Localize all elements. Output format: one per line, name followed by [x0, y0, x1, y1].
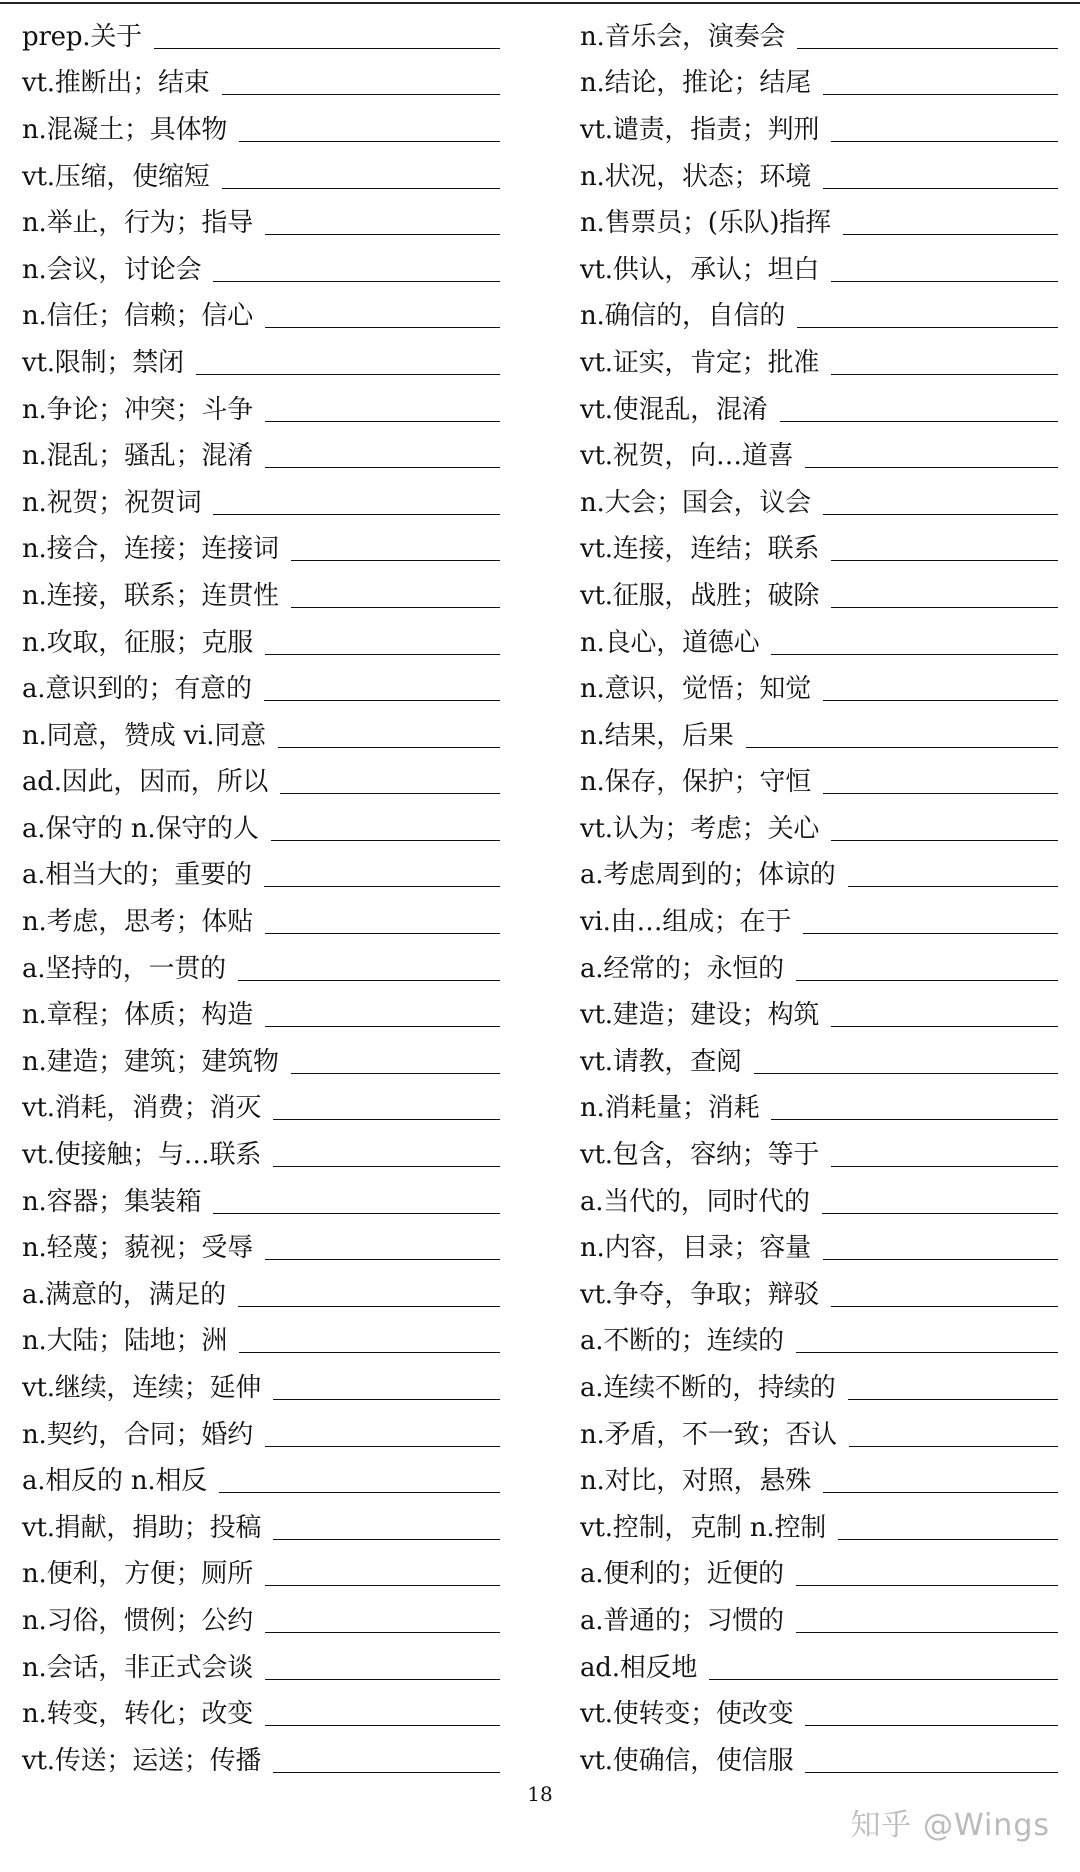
definition-text: n.举止，行为；指导 — [22, 208, 254, 239]
definition-text: n.信任；信赖；信心 — [22, 301, 254, 332]
answer-blank-line — [273, 1511, 500, 1540]
answer-blank-line — [754, 1045, 1058, 1074]
answer-blank-line — [848, 1371, 1058, 1400]
vocabulary-sheet — [22, 10, 1058, 1781]
vocab-entry-right — [580, 569, 1058, 616]
answer-blank-line — [831, 998, 1058, 1027]
vocab-entry-left — [22, 1734, 500, 1781]
vocab-entry-right — [580, 709, 1058, 756]
definition-text: vt.祝贺，向…道喜 — [580, 441, 794, 472]
vocab-entry-right — [580, 523, 1058, 570]
definition-text: n.结果，后果 — [580, 720, 734, 751]
vocab-entry-right — [580, 1594, 1058, 1641]
answer-blank-line — [219, 1464, 500, 1493]
answer-blank-line — [823, 160, 1058, 189]
definition-text: vt.使转变；使改变 — [580, 1699, 794, 1730]
vocab-entry-right — [580, 1501, 1058, 1548]
vocab-entry-right — [580, 1221, 1058, 1268]
vocab-entry-right — [580, 476, 1058, 523]
definition-text: vt.请教，查阅 — [580, 1046, 742, 1077]
answer-blank-line — [796, 1324, 1058, 1353]
vocab-entry-left — [22, 569, 500, 616]
answer-blank-line — [831, 253, 1058, 282]
definition-text: n.章程；体质；构造 — [22, 1000, 254, 1031]
vocab-entry-right — [580, 57, 1058, 104]
answer-blank-line — [848, 858, 1058, 887]
definition-text: n.会议，讨论会 — [22, 254, 202, 285]
answer-blank-line — [797, 299, 1058, 328]
vocab-entry-right — [580, 616, 1058, 663]
answer-blank-line — [796, 952, 1058, 981]
vocab-entry-left — [22, 895, 500, 942]
answer-blank-line — [823, 672, 1058, 701]
definition-text: vt.征服，战胜；破除 — [580, 580, 820, 611]
answer-blank-line — [831, 1138, 1058, 1167]
definition-text: vt.证实，肯定；批准 — [580, 347, 820, 378]
answer-blank-line — [823, 1231, 1058, 1260]
definition-text: n.建造；建筑；建筑物 — [22, 1046, 279, 1077]
vocab-entry-right — [580, 662, 1058, 709]
definition-text: n.矛盾，不一致；否认 — [580, 1419, 837, 1450]
vocab-entry-left — [22, 103, 500, 150]
definition-text: n.对比，对照，悬殊 — [580, 1466, 812, 1497]
vocab-entry-right — [580, 1175, 1058, 1222]
vocab-entry-right — [580, 1082, 1058, 1129]
answer-blank-line — [831, 113, 1058, 142]
vocab-entry-right — [580, 1361, 1058, 1408]
answer-blank-line — [264, 858, 500, 887]
answer-blank-line — [265, 1651, 500, 1680]
definition-text: prep.关于 — [22, 21, 142, 52]
vocab-entry-right — [580, 103, 1058, 150]
answer-blank-line — [280, 765, 500, 794]
definition-text: n.保存，保护；守恒 — [580, 767, 812, 798]
vocab-entry-right — [580, 429, 1058, 476]
answer-blank-line — [822, 1185, 1058, 1214]
definition-text: n.攻取，征服；克服 — [22, 627, 254, 658]
vocab-entry-right — [580, 1128, 1058, 1175]
answer-blank-line — [238, 952, 500, 981]
definition-text: n.混乱；骚乱；混淆 — [22, 441, 254, 472]
vocab-entry-left — [22, 1175, 500, 1222]
watermark: 知乎 @Wings — [850, 1808, 1050, 1843]
definition-text: n.结论，推论；结尾 — [580, 68, 812, 99]
definition-text: a.相反的 n.相反 — [22, 1466, 208, 1497]
vocab-entry-left — [22, 1361, 500, 1408]
vocab-entry-left — [22, 1501, 500, 1548]
definition-text: a.不断的；连续的 — [580, 1326, 784, 1357]
vocab-entry-left — [22, 1315, 500, 1362]
definition-text: n.大会；国会，议会 — [580, 487, 812, 518]
vocab-entry-right — [580, 942, 1058, 989]
definition-text: vt.认为；考虑；关心 — [580, 813, 820, 844]
answer-blank-line — [823, 486, 1058, 515]
definition-text: n.混凝土；具体物 — [22, 114, 228, 145]
answer-blank-line — [265, 998, 500, 1027]
vocab-entry-left — [22, 57, 500, 104]
vocab-entry-right — [580, 1268, 1058, 1315]
vocab-entry-left — [22, 616, 500, 663]
answer-blank-line — [273, 1138, 500, 1167]
answer-blank-line — [831, 346, 1058, 375]
vocab-entry-left — [22, 290, 500, 337]
answer-blank-line — [796, 1557, 1058, 1586]
answer-blank-line — [291, 532, 500, 561]
definition-text: vt.捐献，捐助；投稿 — [22, 1512, 262, 1543]
definition-text: n.争论；冲突；斗争 — [22, 394, 254, 425]
vocab-entry-left — [22, 1268, 500, 1315]
vocab-entry-left — [22, 1641, 500, 1688]
definition-text: vt.继续，连续；延伸 — [22, 1373, 262, 1404]
answer-blank-line — [771, 626, 1058, 655]
definition-text: a.经常的；永恒的 — [580, 953, 784, 984]
vocab-entry-left — [22, 1035, 500, 1082]
answer-blank-line — [838, 1511, 1058, 1540]
vocab-entry-left — [22, 523, 500, 570]
answer-blank-line — [805, 439, 1058, 468]
answer-blank-line — [154, 20, 500, 49]
vocab-entry-left — [22, 1594, 500, 1641]
definition-text: n.确信的，自信的 — [580, 301, 786, 332]
answer-blank-line — [291, 1045, 500, 1074]
answer-blank-line — [196, 346, 500, 375]
answer-blank-line — [849, 1418, 1058, 1447]
definition-text: n.意识，觉悟；知觉 — [580, 674, 812, 705]
vocab-entry-right — [580, 1315, 1058, 1362]
answer-blank-line — [805, 1697, 1058, 1726]
answer-blank-line — [222, 160, 500, 189]
definition-text: vi.由…组成；在于 — [580, 907, 792, 938]
answer-blank-line — [265, 905, 500, 934]
definition-text: n.接合，连接；连接词 — [22, 534, 279, 565]
vocab-entry-left — [22, 849, 500, 896]
answer-blank-line — [264, 672, 500, 701]
definition-text: a.意识到的；有意的 — [22, 674, 252, 705]
top-rule — [0, 2, 1080, 4]
vocab-entry-left — [22, 1128, 500, 1175]
vocab-entry-right — [580, 849, 1058, 896]
definition-text: vt.消耗，消费；消灭 — [22, 1093, 262, 1124]
answer-blank-line — [271, 812, 500, 841]
answer-blank-line — [265, 439, 500, 468]
vocab-entry-left — [22, 150, 500, 197]
vocab-entry-right — [580, 756, 1058, 803]
vocab-entry-left — [22, 243, 500, 290]
definition-text: vt.使混乱，混淆 — [580, 394, 768, 425]
answer-blank-line — [213, 486, 500, 515]
vocab-entry-right — [580, 1548, 1058, 1595]
answer-blank-line — [213, 253, 500, 282]
definition-text: a.考虑周到的；体谅的 — [580, 860, 836, 891]
vocab-entry-left — [22, 988, 500, 1035]
answer-blank-line — [843, 206, 1058, 235]
definition-text: a.满意的，满足的 — [22, 1279, 226, 1310]
answer-blank-line — [291, 579, 500, 608]
definition-text: a.保守的 n.保守的人 — [22, 813, 259, 844]
answer-blank-line — [831, 1278, 1058, 1307]
definition-text: n.连接，联系；连贯性 — [22, 580, 279, 611]
definition-text: vt.争夺，争取；辩驳 — [580, 1279, 820, 1310]
vocab-entry-left — [22, 336, 500, 383]
answer-blank-line — [803, 905, 1058, 934]
vocab-entry-left — [22, 383, 500, 430]
vocab-entry-left — [22, 942, 500, 989]
answer-blank-line — [823, 765, 1058, 794]
answer-blank-line — [771, 1091, 1058, 1120]
answer-blank-line — [831, 579, 1058, 608]
definition-text: vt.使接触；与…联系 — [22, 1140, 262, 1171]
answer-blank-line — [278, 719, 500, 748]
definition-text: n.习俗，惯例；公约 — [22, 1605, 254, 1636]
definition-text: vt.谴责，指责；判刑 — [580, 114, 820, 145]
definition-text: n.考虑，思考；体贴 — [22, 907, 254, 938]
answer-blank-line — [238, 1278, 500, 1307]
vocab-entry-left — [22, 1082, 500, 1129]
definition-text: vt.控制，克制 n.控制 — [580, 1512, 827, 1543]
answer-blank-line — [797, 20, 1058, 49]
definition-text: n.契约，合同；婚约 — [22, 1419, 254, 1450]
vocab-entry-right — [580, 802, 1058, 849]
definition-text: a.当代的，同时代的 — [580, 1186, 810, 1217]
answer-blank-line — [273, 1091, 500, 1120]
vocab-entry-right — [580, 1454, 1058, 1501]
definition-text: n.轻蔑；藐视；受辱 — [22, 1233, 254, 1264]
vocab-entry-right — [580, 988, 1058, 1035]
vocab-entry-left — [22, 1454, 500, 1501]
answer-blank-line — [265, 1557, 500, 1586]
vocab-entry-left — [22, 429, 500, 476]
vocab-entry-right — [580, 1734, 1058, 1781]
answer-blank-line — [823, 66, 1058, 95]
definition-text: n.音乐会，演奏会 — [580, 21, 786, 52]
vocab-entry-right — [580, 150, 1058, 197]
definition-text: vt.建造；建设；构筑 — [580, 1000, 820, 1031]
answer-blank-line — [265, 1697, 500, 1726]
vocab-entry-right — [580, 1641, 1058, 1688]
definition-text: vt.连接，连结；联系 — [580, 534, 820, 565]
vocab-entry-left — [22, 802, 500, 849]
definition-text: ad.相反地 — [580, 1652, 698, 1683]
definition-text: vt.限制；禁闭 — [22, 347, 184, 378]
definition-text: n.容器；集装箱 — [22, 1186, 202, 1217]
definition-text: n.售票员；(乐队)指挥 — [580, 208, 831, 239]
definition-text: n.转变，转化；改变 — [22, 1699, 254, 1730]
vocab-entry-left — [22, 1221, 500, 1268]
vocab-entry-right — [580, 383, 1058, 430]
answer-blank-line — [265, 299, 500, 328]
definition-text: n.同意，赞成 vi.同意 — [22, 720, 266, 751]
vocab-entry-left — [22, 476, 500, 523]
vocab-entry-right — [580, 243, 1058, 290]
vocab-entry-left — [22, 756, 500, 803]
answer-blank-line — [265, 1418, 500, 1447]
vocab-entry-left — [22, 1687, 500, 1734]
definition-text: a.相当大的；重要的 — [22, 860, 252, 891]
definition-text: a.连续不断的，持续的 — [580, 1373, 836, 1404]
definition-text: vt.压缩，使缩短 — [22, 161, 210, 192]
answer-blank-line — [805, 1744, 1058, 1773]
answer-blank-line — [239, 1324, 500, 1353]
answer-blank-line — [831, 812, 1058, 841]
definition-text: a.坚持的，一贯的 — [22, 953, 226, 984]
definition-text: vt.使确信，使信服 — [580, 1745, 794, 1776]
answer-blank-line — [273, 1744, 500, 1773]
right-column — [580, 10, 1058, 1781]
answer-blank-line — [823, 1464, 1058, 1493]
definition-text: n.内容，目录；容量 — [580, 1233, 812, 1264]
vocab-entry-right — [580, 196, 1058, 243]
vocab-entry-left — [22, 196, 500, 243]
answer-blank-line — [273, 1371, 500, 1400]
definition-text: n.大陆；陆地；洲 — [22, 1326, 228, 1357]
vocab-entry-left — [22, 1548, 500, 1595]
answer-blank-line — [213, 1185, 500, 1214]
answer-blank-line — [265, 1231, 500, 1260]
answer-blank-line — [265, 393, 500, 422]
definition-text: vt.包含，容纳；等于 — [580, 1140, 820, 1171]
answer-blank-line — [239, 113, 500, 142]
definition-text: n.消耗量；消耗 — [580, 1093, 760, 1124]
definition-text: a.普通的；习惯的 — [580, 1605, 784, 1636]
answer-blank-line — [831, 532, 1058, 561]
answer-blank-line — [746, 719, 1058, 748]
vocab-entry-right — [580, 10, 1058, 57]
answer-blank-line — [780, 393, 1058, 422]
page-number: 18 — [527, 1782, 553, 1806]
answer-blank-line — [222, 66, 500, 95]
answer-blank-line — [265, 206, 500, 235]
definition-text: n.会话，非正式会谈 — [22, 1652, 254, 1683]
definition-text: n.良心，道德心 — [580, 627, 760, 658]
vocab-entry-right — [580, 1035, 1058, 1082]
answer-blank-line — [709, 1651, 1058, 1680]
vocab-entry-right — [580, 895, 1058, 942]
answer-blank-line — [265, 1604, 500, 1633]
left-column — [22, 10, 500, 1781]
answer-blank-line — [796, 1604, 1058, 1633]
vocab-entry-right — [580, 1408, 1058, 1455]
answer-blank-line — [265, 626, 500, 655]
vocab-entry-left — [22, 10, 500, 57]
definition-text: n.状况，状态；环境 — [580, 161, 812, 192]
definition-text: vt.传送；运送；传播 — [22, 1745, 262, 1776]
definition-text: ad.因此，因而，所以 — [22, 767, 269, 798]
vocab-entry-left — [22, 709, 500, 756]
vocab-entry-right — [580, 290, 1058, 337]
vocab-entry-left — [22, 662, 500, 709]
definition-text: n.祝贺；祝贺词 — [22, 487, 202, 518]
definition-text: vt.推断出；结束 — [22, 68, 210, 99]
definition-text: vt.供认，承认；坦白 — [580, 254, 820, 285]
definition-text: a.便利的；近便的 — [580, 1559, 784, 1590]
vocab-entry-left — [22, 1408, 500, 1455]
definition-text: n.便利，方便；厕所 — [22, 1559, 254, 1590]
vocab-entry-right — [580, 336, 1058, 383]
vocab-entry-right — [580, 1687, 1058, 1734]
